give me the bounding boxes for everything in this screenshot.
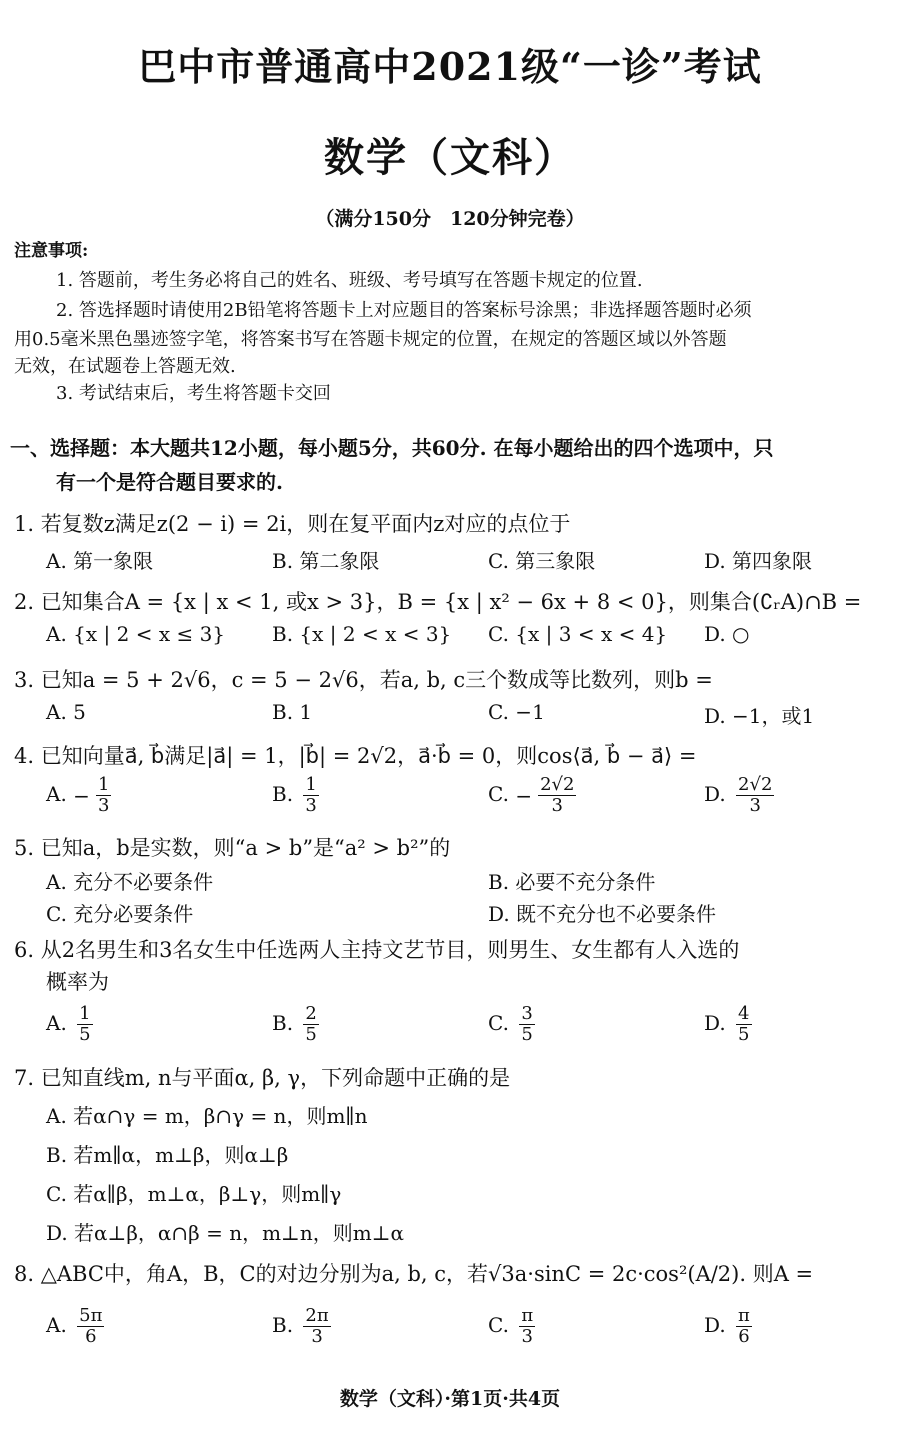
fraction — [303, 1004, 318, 1045]
option-b: B. 若m∥α，m⊥β，则α⊥β — [46, 1143, 289, 1167]
option-label: C. — [488, 1313, 509, 1337]
numerator: 1 — [97, 774, 110, 795]
fraction — [538, 775, 576, 816]
option-b — [272, 1004, 319, 1045]
note-line: 用0.5毫米黑色墨迹签字笔，将答案书写在答题卡规定的位置，在规定的答题区域以外答题 — [14, 329, 727, 350]
option-b — [272, 1306, 331, 1347]
fraction — [303, 1306, 330, 1347]
option-d: D. −1，或1 — [704, 704, 815, 728]
numerator: 4 — [738, 1003, 750, 1024]
denominator: 3 — [521, 1326, 533, 1347]
fraction — [736, 1306, 752, 1347]
option-d — [704, 775, 774, 816]
denominator: 5 — [305, 1024, 317, 1045]
question-2: 2. 已知集合A = {x | x < 1, 或x > 3}，B = {x | x² − 6x + 8 < 0}，则集合(∁ᵣA)∩B = — [14, 590, 862, 614]
note-line: 1. 答题前，考生务必将自己的姓名、班级、考号填写在答题卡规定的位置. — [56, 270, 643, 291]
option-d — [704, 1306, 752, 1347]
note-line: 2. 答选择题时请使用2B铅笔将答题卡上对应题目的答案标号涂黑；非选择题答题时必须 — [56, 300, 752, 321]
option-d: D. ○ — [704, 622, 750, 646]
question-1: 1. 若复数z满足z(2 − i) = 2i，则在复平面内z对应的点位于 — [14, 512, 571, 536]
option-label: D. — [704, 782, 726, 806]
question-3: 3. 已知a = 5 + 2√6，c = 5 − 2√6，若a, b, c三个数成等比数列，则b = — [14, 668, 713, 692]
option-a: A. 第一象限 — [46, 549, 154, 573]
question-6-cont: 概率为 — [46, 970, 109, 994]
option-label: B. — [272, 1313, 294, 1337]
option-label: A. — [46, 782, 67, 806]
fraction — [736, 1004, 751, 1045]
denominator: 5 — [79, 1024, 91, 1045]
option-c: C. 充分必要条件 — [46, 902, 194, 926]
option-b: B. {x | 2 < x < 3} — [272, 622, 452, 646]
question-4: 4. 已知向量a⃗, b⃗满足|a⃗| = 1，|b⃗| = 2√2，a⃗·b⃗ = 0，则cos⟨a⃗, b⃗ − a⃗⟩ = — [14, 744, 697, 768]
numerator: 5π — [79, 1305, 103, 1326]
numerator: 2√2 — [738, 774, 773, 795]
question-6: 6. 从2名男生和3名女生中任选两人主持文艺节目，则男生、女生都有人入选的 — [14, 938, 740, 962]
option-b — [272, 775, 319, 816]
option-d: D. 第四象限 — [704, 549, 813, 573]
denominator: 6 — [85, 1326, 97, 1347]
option-b: B. 必要不充分条件 — [488, 870, 656, 894]
section-heading-cont: 有一个是符合题目要求的. — [56, 470, 283, 494]
option-d — [704, 1004, 752, 1045]
fraction — [519, 1004, 534, 1045]
numerator: 3 — [521, 1003, 533, 1024]
numerator: 2 — [305, 1003, 317, 1024]
option-a: A. 5 — [46, 700, 86, 724]
option-a — [46, 1306, 104, 1347]
denominator: 3 — [749, 795, 761, 816]
option-label: A. — [46, 1313, 67, 1337]
option-c: C. {x | 3 < x < 4} — [488, 622, 668, 646]
note-line: 3. 考试结束后，考生将答题卡交回 — [56, 383, 331, 404]
option-label: A. — [46, 1011, 67, 1035]
fraction — [77, 1004, 92, 1045]
fraction — [77, 1306, 104, 1347]
denominator: 3 — [311, 1326, 323, 1347]
exam-info: （满分150分 120分钟完卷） — [315, 208, 585, 230]
exam-subject: 数学（文科） — [324, 134, 576, 181]
denominator: 5 — [738, 1024, 750, 1045]
question-8: 8. △ABC中，角A，B，C的对边分别为a, b, c，若√3a·sinC = 2c·cos²(A/2). 则A = — [14, 1262, 814, 1286]
option-c: C. −1 — [488, 700, 545, 724]
fraction — [736, 775, 774, 816]
exam-title: 巴中市普通高中2021级“一诊”考试 — [138, 44, 762, 89]
question-7: 7. 已知直线m, n与平面α, β, γ，下列命题中正确的是 — [14, 1066, 511, 1090]
option-label: C. — [488, 1011, 509, 1035]
minus-sign: − — [73, 783, 90, 808]
page-footer: 数学（文科）·第1页·共4页 — [339, 1388, 561, 1410]
option-c: C. 若α∥β，m⊥α，β⊥γ，则m∥γ — [46, 1182, 342, 1206]
question-5: 5. 已知a，b是实数，则“a > b”是“a² > b²”的 — [14, 836, 451, 860]
option-c — [488, 775, 576, 816]
option-a — [46, 775, 111, 816]
fraction — [96, 775, 111, 816]
denominator: 3 — [305, 795, 317, 816]
option-c — [488, 1306, 535, 1347]
option-d: D. 既不充分也不必要条件 — [488, 902, 717, 926]
option-c — [488, 1004, 535, 1045]
option-b: B. 1 — [272, 700, 313, 724]
numerator: 2√2 — [540, 774, 575, 795]
numerator: 1 — [79, 1003, 91, 1024]
section-heading: 一、选择题：本大题共12小题，每小题5分，共60分. 在每小题给出的四个选项中，只 — [10, 436, 774, 460]
option-label: C. — [488, 782, 509, 806]
numerator: 2π — [305, 1305, 329, 1326]
denominator: 6 — [738, 1326, 750, 1347]
note-line: 无效，在试题卷上答题无效. — [14, 356, 236, 377]
denominator: 3 — [97, 795, 110, 816]
fraction — [303, 775, 318, 816]
minus-sign: − — [515, 783, 533, 808]
numerator: 1 — [305, 774, 317, 795]
denominator: 5 — [521, 1024, 533, 1045]
option-label: B. — [272, 1011, 294, 1035]
notes-heading: 注意事项: — [14, 241, 89, 261]
option-c: C. 第三象限 — [488, 549, 596, 573]
option-label: B. — [272, 782, 294, 806]
numerator: π — [738, 1305, 750, 1326]
option-label: D. — [704, 1011, 726, 1035]
option-label: D. — [704, 1313, 726, 1337]
option-b: B. 第二象限 — [272, 549, 380, 573]
denominator: 3 — [551, 795, 563, 816]
option-a: A. {x | 2 < x ≤ 3} — [46, 622, 226, 646]
option-d: D. 若α⊥β，α∩β = n，m⊥n，则m⊥α — [46, 1221, 405, 1245]
option-a: A. 若α∩γ = m，β∩γ = n，则m∥n — [46, 1104, 368, 1128]
option-a: A. 充分不必要条件 — [46, 870, 214, 894]
numerator: π — [521, 1305, 534, 1326]
fraction — [519, 1306, 535, 1347]
option-a — [46, 1004, 93, 1045]
